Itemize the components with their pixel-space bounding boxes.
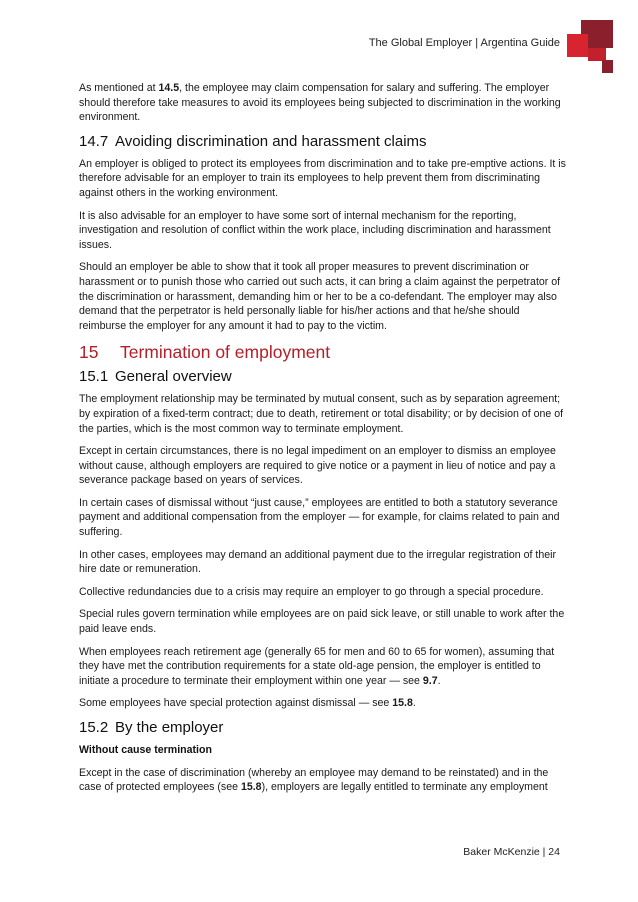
section-number: 15.2 xyxy=(79,719,109,736)
cross-reference: 9.7 xyxy=(422,674,438,687)
paragraph xyxy=(79,696,569,711)
body-content xyxy=(79,81,569,803)
logo-square xyxy=(567,34,588,57)
text-run: Except in the case of discrimination (whereby an employee may demand to be reinstated) and in the case of protected employees (see xyxy=(79,766,549,794)
text-run: As mentioned at xyxy=(79,82,159,94)
section-title: By the employer xyxy=(115,719,224,736)
header-title: The Global Employer | Argentina Guide xyxy=(368,37,560,49)
intro-paragraph xyxy=(79,81,569,125)
text-run: Some employees have special protection against dismissal — see xyxy=(79,697,393,710)
logo-square xyxy=(602,60,613,73)
text-run: . xyxy=(412,697,416,710)
paragraph: In certain cases of dismissal without “just cause,” employees are entitled to both a statutory severance payment and additional compensation from the employer — for example, for claims related to pain and suffering. xyxy=(79,496,560,539)
section-title: General overview xyxy=(115,368,232,386)
text-run: . xyxy=(437,674,441,687)
section-heading-15-2 xyxy=(79,719,569,737)
section-heading-14-7 xyxy=(79,133,569,151)
text-run: When employees reach retirement age (generally 65 for men and 60 to 65 for women), assuming that they have met the contribution requirements for a state old-age pension, the employer is entitled to initiate a procedure to terminate their employment within one year — see xyxy=(79,645,555,687)
paragraph: Except in certain circumstances, there is no legal impediment on an employer to dismiss an employee without cause, although employers are required to give notice or a payment in lieu of notice and pay a severance package based on years of services. xyxy=(79,445,556,487)
baker-mckenzie-logo xyxy=(567,20,613,74)
page-footer: Baker McKenzie | 24 xyxy=(463,846,560,858)
subheading: Without cause termination xyxy=(79,744,212,756)
paragraph: Special rules govern termination while employees are on paid sick leave, or still unable to work after the paid leave ends. xyxy=(79,608,565,636)
text-run: ), employers are legally entitled to terminate any employment xyxy=(261,781,548,794)
section-number: 14.7 xyxy=(79,132,109,150)
paragraph: An employer is obliged to protect its employees from discrimination and to take pre-emptive actions. It is therefore advisable for an employer to train its employees to help prevent them from discriminating against others in the working environment. xyxy=(79,157,566,199)
section-title: Termination of employment xyxy=(120,342,331,363)
cross-reference: 15.8 xyxy=(240,781,262,794)
paragraph xyxy=(79,645,569,689)
cross-reference: 15.8 xyxy=(392,697,413,710)
paragraph: In other cases, employees may demand an additional payment due to the irregular registration of their hire date or remuneration. xyxy=(79,548,556,576)
paragraph: Should an employer be able to show that it took all proper measures to prevent discrimination or harassment or to punish those who carried out such acts, it can bring a claim against the perpetrator of the discrimination or harassment, demanding him or her to be a co-defendant. The employer may also demand that the perpetrator is held personally liable for his/her actions and that he/she should reimburse the employer for any amount it had to pay to the victim. xyxy=(79,261,561,332)
section-heading-15-1 xyxy=(79,368,569,386)
text-run: , the employee may claim compensation for salary and suffering. The employer should therefore take measures to avoid its employees being subjected to discrimination in the working environment. xyxy=(79,82,561,124)
paragraph xyxy=(79,766,569,795)
paragraph: It is also advisable for an employer to have some sort of internal mechanism for the reporting, investigation and resolution of conflict within the work place, including discrimination and harassment issues. xyxy=(79,209,551,251)
section-title: Avoiding discrimination and harassment claims xyxy=(115,132,427,150)
cross-reference: 14.5 xyxy=(158,82,180,94)
paragraph: Collective redundancies due to a crisis may require an employer to go through a special procedure. xyxy=(79,585,544,598)
section-number: 15.1 xyxy=(79,368,109,386)
section-heading-15 xyxy=(79,341,569,363)
section-number: 15 xyxy=(79,342,99,363)
paragraph: The employment relationship may be terminated by mutual consent, such as by separation agreement; by expiration of a fixed-term contract; due to death, retirement or total disability; or by decision of one of the parties, which is the most common way to terminate employment. xyxy=(79,393,564,435)
